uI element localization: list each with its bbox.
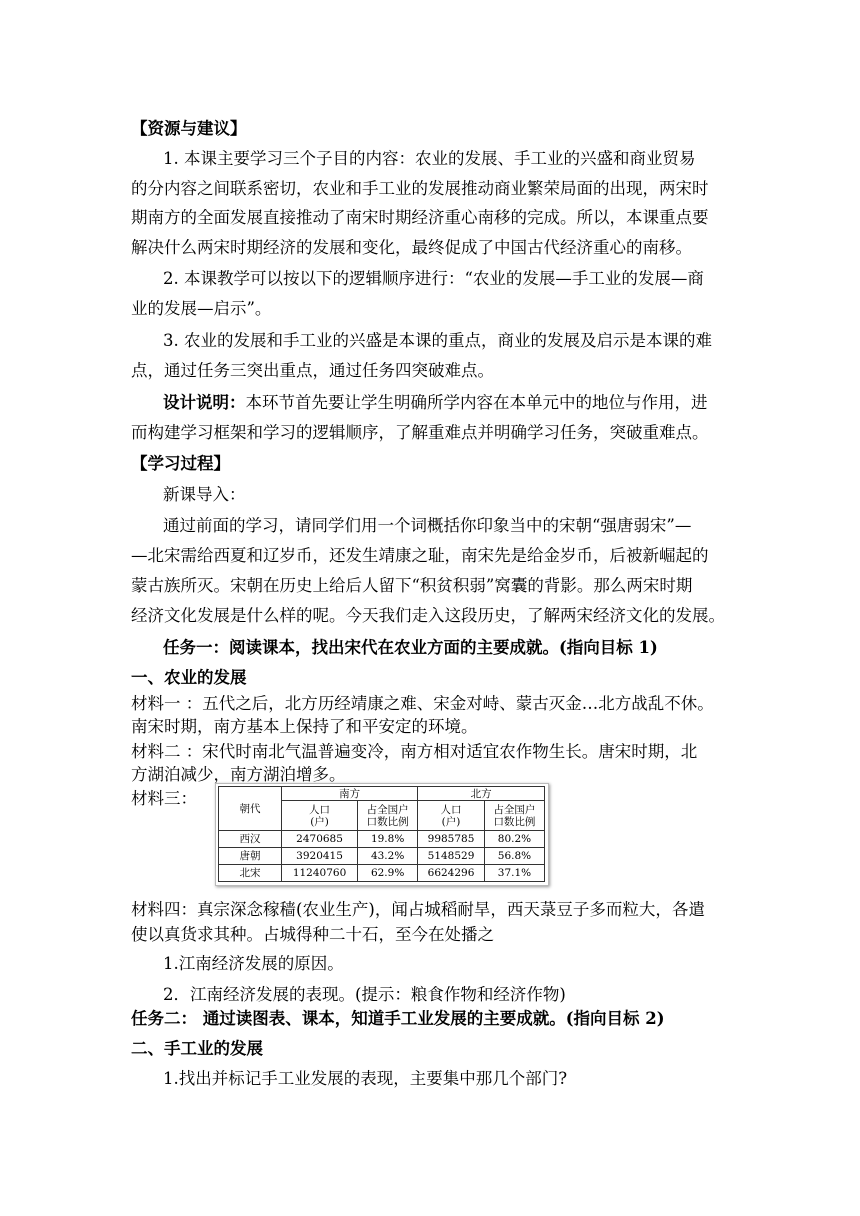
header-text: (户) <box>441 815 461 828</box>
cell-dynasty: 北宋 <box>219 865 282 882</box>
question-line: 1.找出并标记手工业发展的表现，主要集中那几个部门? <box>163 1069 568 1088</box>
design-note <box>163 392 708 414</box>
table-header-population <box>418 801 485 831</box>
paragraph-line: 3. 农业的发展和手工业的兴盛是本课的重点，商业的发展及启示是本课的难 <box>163 331 712 350</box>
paragraph-line: 期南方的全面发展直接推动了南宋时期经济重心南移的完成。所以，本课重点要 <box>131 208 709 227</box>
cell-south-ratio: 43.2% <box>358 848 418 865</box>
table-header-south: 南方 <box>282 787 418 801</box>
cell-north-ratio: 80.2% <box>484 831 544 848</box>
intro-label: 新课导入： <box>163 485 246 504</box>
header-text: 人口 <box>309 803 331 816</box>
paragraph-line: 1. 本课主要学习三个子目的内容：农业的发展、手工业的兴盛和商业贸易 <box>163 149 696 168</box>
population-table <box>218 786 545 882</box>
cell-south-pop: 3920415 <box>282 848 358 865</box>
cell-south-ratio: 62.9% <box>358 865 418 882</box>
paragraph-line: 而构建学习框架和学习的逻辑顺序，了解重难点并明确学习任务，突破重难点。 <box>131 423 709 442</box>
paragraph-line: 经济文化发展是什么样的呢。今天我们走入这段历史，了解两宋经济文化的发展。 <box>131 606 725 625</box>
cell-dynasty: 唐朝 <box>219 848 282 865</box>
material-line: 方湖泊减少，南方湖泊增多。 <box>131 765 346 784</box>
cell-south-ratio: 19.8% <box>358 831 418 848</box>
cell-north-pop: 6624296 <box>418 865 485 882</box>
paragraph-line: 业的发展—启示”。 <box>131 299 272 318</box>
cell-north-pop: 9985785 <box>418 831 485 848</box>
header-text: 占全国户 <box>493 803 536 816</box>
question-line: 2．江南经济发展的表现。(提示：粮食作物和经济作物) <box>163 985 566 1004</box>
task-one: 任务一：阅读课本，找出宋代在农业方面的主要成就。(指向目标 1) <box>163 638 658 657</box>
design-note-text: 本环节首先要让学生明确所学内容在本单元中的地位与作用，进 <box>245 393 708 412</box>
cell-south-pop: 2470685 <box>282 831 358 848</box>
header-text: (户) <box>310 815 329 828</box>
table-row <box>219 865 545 882</box>
table-header-population <box>282 801 358 831</box>
cell-north-ratio: 56.8% <box>484 848 544 865</box>
header-text: 口数比例 <box>366 815 409 828</box>
cell-dynasty: 西汉 <box>219 831 282 848</box>
table-header-ratio <box>358 801 418 831</box>
paragraph-line: 点，通过任务三突出重点，通过任务四突破难点。 <box>131 361 494 380</box>
task-two: 任务二： 通过读图表、课本，知道手工业发展的主要成就。(指向目标 2) <box>131 1009 665 1028</box>
header-text: 口数比例 <box>493 815 536 828</box>
header-text: 人口 <box>440 803 462 816</box>
material-line: 材料一 ：五代之后，北方历经靖康之难、宋金对峙、蒙古灭金…北方战乱不休。 <box>131 694 714 713</box>
table-header-dynasty: 朝代 <box>219 787 282 831</box>
heading-handicraft: 二、手工业的发展 <box>131 1039 263 1058</box>
cell-south-pop: 11240760 <box>282 865 358 882</box>
table-row <box>219 848 545 865</box>
table-header-ratio <box>484 801 544 831</box>
table-row <box>219 831 545 848</box>
heading-agriculture: 一、农业的发展 <box>131 668 247 687</box>
material-three-label: 材料三： <box>131 789 197 808</box>
header-text: 占全国户 <box>366 803 409 816</box>
material-line: 使以真货求其种。占城得种二十石，至今在处播之 <box>131 925 494 944</box>
cell-north-ratio: 37.1% <box>484 865 544 882</box>
paragraph-line: 蒙古族所灭。宋朝在历史上给后人留下“积贫积弱”窝囊的背影。那么两宋时期 <box>131 576 693 595</box>
paragraph-line: —北宋需给西夏和辽岁币，还发生靖康之耻，南宋先是给金岁币，后被新崛起的 <box>131 546 709 565</box>
table-header-north: 北方 <box>418 787 545 801</box>
paragraph-line: 2. 本课教学可以按以下的逻辑顺序进行：“农业的发展—手工业的发展—商 <box>163 269 704 288</box>
question-line: 1.江南经济发展的原因。 <box>163 954 344 973</box>
design-note-label: 设计说明： <box>163 393 246 412</box>
paragraph-line: 的分内容之间联系密切，农业和手工业的发展推动商业繁荣局面的出现，两宋时 <box>131 179 709 198</box>
paragraph-line: 通过前面的学习，请同学们用一个词概括你印象当中的宋朝“强唐弱宋”— <box>163 516 692 535</box>
material-line: 南宋时期，南方基本上保持了和平安定的环境。 <box>131 717 478 736</box>
material-line: 材料二 ：宋代时南北气温普遍变冷，南方相对适宜农作物生长。唐宋时期，北 <box>131 742 698 761</box>
material-line: 材料四：真宗深念稼穑(农业生产)，闻占城稻耐旱，西天菉豆子多而粒大，各遣 <box>131 900 705 919</box>
cell-north-pop: 5148529 <box>418 848 485 865</box>
section-title-learning: 【学习过程】 <box>131 454 230 473</box>
section-title-resources: 【资源与建议】 <box>131 119 247 138</box>
paragraph-line: 解决什么两宋时期经济的发展和变化，最终促成了中国古代经济重心的南移。 <box>131 238 692 257</box>
